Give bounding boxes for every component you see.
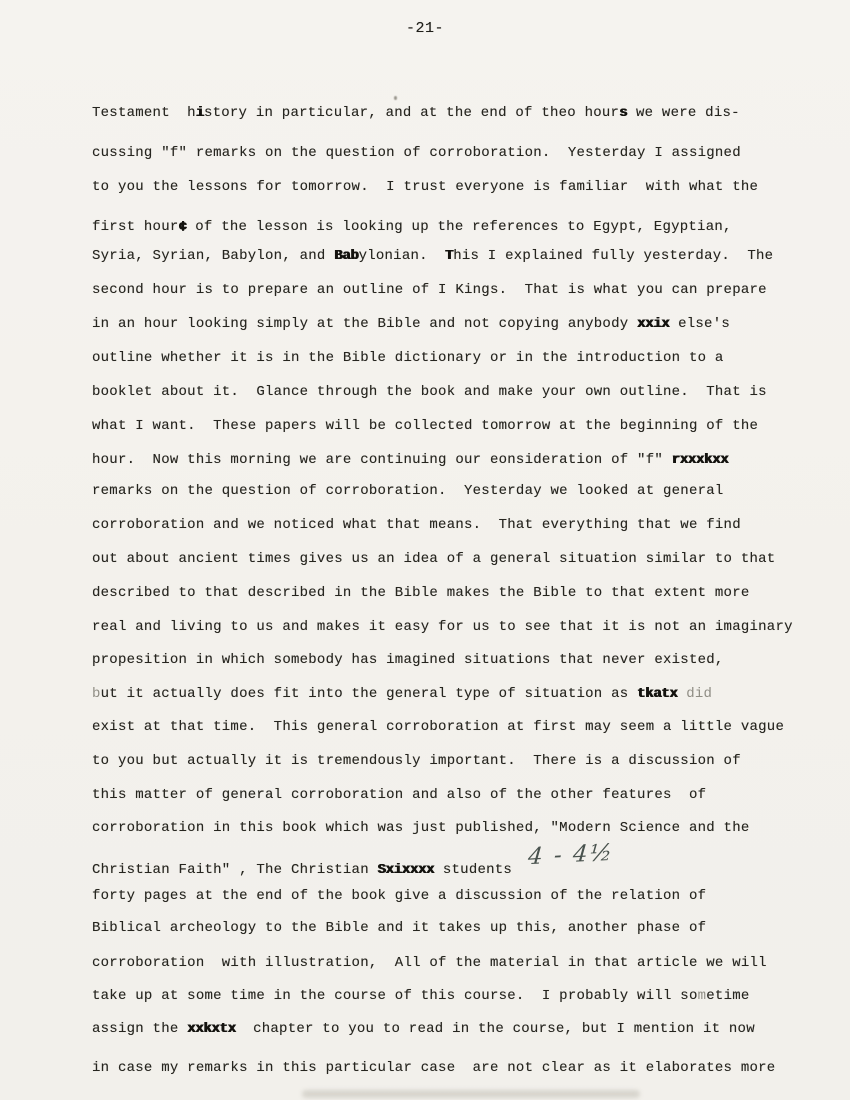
typewritten-text: first hour — [92, 219, 179, 235]
typewritten-text: ylonian. — [358, 248, 446, 264]
text-line — [92, 820, 750, 836]
typewritten-text: to you the lessons for tomorrow. I trust everyone is familiar with what the — [92, 179, 759, 195]
typewritten-text: ut it actually does fit into the general type of situation as — [100, 686, 638, 702]
text-line — [92, 787, 706, 803]
typewritten-text: corroboration in this book which was just published, "Modern Science and the — [92, 820, 750, 836]
scan-smudge — [302, 1090, 640, 1098]
text-line — [92, 753, 741, 769]
typewritten-text: students — [434, 862, 513, 878]
typewritten-text: corroboration with illustration, All of the material in that article we will — [92, 955, 767, 971]
text-line — [92, 418, 758, 434]
typewritten-text: hour. Now this morning we are continuing our eonsideration of "f" — [92, 452, 672, 468]
page-number: -21- — [405, 20, 444, 37]
typewritten-text: forty pages at the end of the book give a discussion of the relation of — [92, 888, 707, 904]
text-line — [92, 551, 775, 567]
typewritten-text: booklet about it. Glance through the book and make your own outline. That is — [92, 384, 767, 400]
text-line — [92, 719, 784, 735]
overstruck-text: s — [619, 105, 628, 121]
text-line — [92, 988, 750, 1004]
overstruck-text: xxkxtx — [187, 1021, 236, 1037]
overstruck-text: Sxixxxx — [377, 862, 435, 878]
text-line — [92, 686, 712, 702]
overstruck-text: T — [445, 248, 454, 264]
typewritten-text: remarks on the question of corroboration. Yesterday we looked at general — [92, 483, 724, 499]
typewritten-text: described to that described in the Bible makes the Bible to that extent more — [92, 585, 750, 601]
typewritten-text: b — [92, 686, 101, 702]
handwritten-annotation: 4 - 4½ — [527, 839, 616, 871]
typewritten-text: m — [697, 988, 707, 1004]
typewritten-text: chapter to you to read in the course, but I mention it now — [235, 1021, 755, 1037]
text-line — [92, 105, 740, 121]
text-line — [92, 585, 750, 601]
text-line — [92, 1021, 755, 1037]
text-line — [92, 384, 767, 400]
text-line — [92, 920, 706, 936]
typewritten-text: Testament h — [92, 105, 196, 121]
typewritten-text: real and living to us and makes it easy for us to see that it is not an imaginary — [92, 619, 793, 635]
typewritten-text: we were dis- — [627, 105, 740, 121]
typewritten-text: Syria, Syrian, Babylon, and — [92, 248, 335, 264]
typewritten-text: outline whether it is in the Bible dictionary or in the introduction to a — [92, 350, 724, 366]
typewritten-text: story in particular, and at the end of theo hour — [203, 105, 620, 121]
typewritten-text: Biblical archeology to the Bible and it takes up this, another phase of — [92, 920, 707, 936]
text-line — [92, 888, 706, 904]
typewritten-text: to you but actually it is tremendously important. There is a discussion of — [92, 753, 741, 769]
overstruck-text: i — [195, 105, 204, 121]
overstruck-text: Bab — [334, 248, 359, 264]
typewritten-text: else's — [669, 316, 731, 332]
typewritten-text: cussing "f" remarks on the question of corroboration. Yesterday I assigned — [92, 145, 741, 161]
typewritten-text: corroboration and we noticed what that means. That everything that we find — [92, 517, 741, 533]
text-line — [92, 1060, 775, 1076]
text-line — [92, 839, 616, 879]
typewritten-text: second hour is to prepare an outline of I Kings. That is what you can prepare — [92, 282, 767, 298]
text-line — [92, 350, 724, 366]
typewritten-text: exist at that time. This general corroboration at first may seem a little vague — [92, 719, 785, 735]
overstruck-text: rxxxkxx — [671, 452, 729, 468]
text-line — [92, 652, 724, 668]
text-line — [92, 619, 793, 635]
typewritten-text: what I want. These papers will be collected tomorrow at the beginning of the — [92, 418, 759, 434]
overstruck-text: xxix — [637, 316, 670, 332]
typewritten-text: this matter of general corroboration and also of the other features of — [92, 787, 707, 803]
typewritten-text: etime — [706, 988, 750, 1004]
text-line — [92, 219, 732, 235]
typewritten-text: did — [677, 686, 713, 702]
text-line — [92, 282, 767, 298]
text-line — [92, 452, 728, 468]
typewritten-text: take up at some time in the course of this course. I probably will so — [92, 988, 698, 1004]
text-line — [92, 483, 724, 499]
typewritten-text: out about ancient times gives us an idea of a general situation similar to that — [92, 551, 776, 567]
typewritten-text: assign the — [92, 1021, 188, 1037]
text-line — [92, 517, 741, 533]
typewritten-text: in an hour looking simply at the Bible and not copying anybody — [92, 316, 638, 332]
text-line — [92, 955, 767, 971]
text-line — [92, 179, 758, 195]
text-line — [92, 145, 741, 161]
typewritten-text: of the lesson is looking up the references to Egypt, Egyptian, — [186, 219, 732, 235]
overstruck-text: tkatx — [637, 686, 678, 702]
typewritten-text: in case my remarks in this particular case are not clear as it elaborates more — [92, 1060, 776, 1076]
scan-speck — [394, 96, 397, 100]
text-line — [92, 316, 730, 332]
typewritten-text: Christian Faith" , The Christian — [92, 862, 378, 878]
typewritten-text: propesition in which somebody has imagined situations that never existed, — [92, 652, 724, 668]
overstruck-text: ¢ — [178, 219, 187, 235]
typewritten-text: his I explained fully yesterday. The — [453, 248, 774, 264]
text-line — [92, 248, 773, 264]
